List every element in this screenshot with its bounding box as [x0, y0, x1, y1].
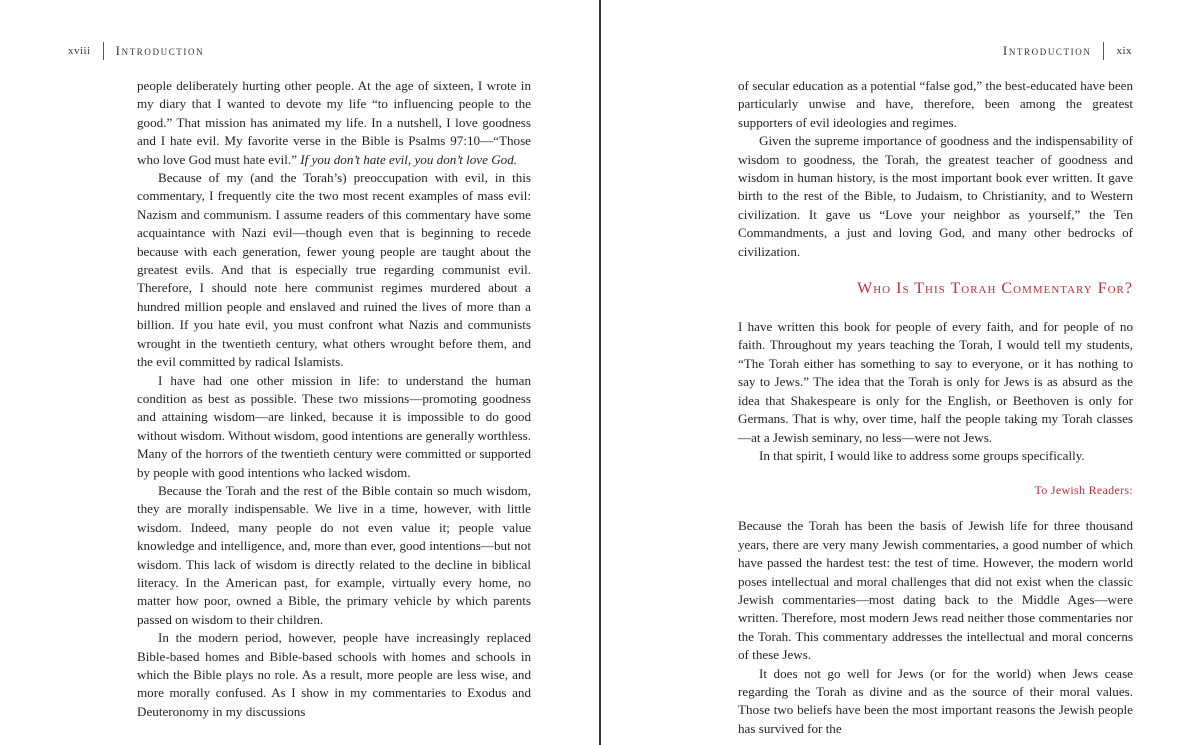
left-page-number: xviii: [68, 45, 91, 57]
right-page-number: xix: [1116, 45, 1132, 57]
paragraph: It does not go well for Jews (or for the world) when Jews cease regarding the Torah as divine and as the source of their moral values. Those two beliefs have been the most important reasons the Jewish people has survived for the: [738, 665, 1133, 736]
left-running-head: [68, 41, 204, 61]
right-running-title: Introduction: [1002, 43, 1092, 58]
paragraph: I have had one other mission in life: to understand the human condition as best as possible. These two missions—promoting goodness and attaining wisdom—are linked, because it is impossible to do good without wisdom. Without wisdom, good intentions are generally worthless. Many of the horrors of the twentieth century were committed or supported by people with good intentions who lacked wisdom.: [137, 372, 531, 480]
paragraph: In the modern period, however, people have increasingly replaced Bible-based homes and Bible-based schools with homes and schools in which the Bible plays no role. As a result, more people are less wise, and more morally confused. As I show in my commentaries to Exodus and Deuteronomy in my discussions: [137, 630, 531, 719]
subheading: To Jewish Readers:: [1034, 483, 1133, 498]
paragraph: Because the Torah and the rest of the Bible contain so much wisdom, they are morally indispensable. We live in a time, however, with little wisdom. Indeed, many people do not even value it; people value knowledge and intelligence, and, more than ever, good intentions—but not wisdom. This lack of wisdom is directly related to the decline in biblical literacy. In the American past, for example, virtually every home, no matter how poor, owned a Bible, the primary vehicle by which parents passed on wisdom to their children.: [137, 482, 531, 627]
right-running-head: [1003, 41, 1132, 61]
left-text-block: [137, 77, 531, 721]
paragraph: people deliberately hurting other people. At the age of sixteen, I wrote in my diary that I wanted to devote my life “to influencing people to the good.” That mission has animated my life. In a nutshell, I love goodness and I hate evil. My favorite verse in the Bible is Psalms 97:10—“Those who love God must hate evil.” If you don’t hate evil, you don’t love God.: [137, 78, 531, 167]
left-running-title: Introduction: [115, 43, 205, 58]
paragraph: Because of my (and the Torah’s) preoccupation with evil, in this commentary, I frequently cite the two most recent examples of mass evil: Nazism and communism. I assume readers of this commentary have some acquaintance with Nazi evil—though even that is beginning to recede because with each generation, fewer young people are taught about the greatest evils. And that is especially true regarding communist evil. Therefore, I should note here communist regimes murdered about a hundred million people and enslaved and ruined the lives of more than a billion. If you hate evil, you must confront what Nazis and communists wrought in the twentieth century, what others wrought before them, and the evil committed by radical Islamists.: [137, 170, 531, 370]
paragraph: In that spirit, I would like to address some groups specifically.: [759, 447, 1085, 463]
running-head-divider: [1103, 42, 1104, 60]
paragraph: Because the Torah has been the basis of Jewish life for three thousand years, there are very many Jewish commentaries, a good number of which have passed the hardest test: the test of time. However, the modern world poses intellectual and moral challenges that did not exist when the classic Jewish commentaries—most dating back to the Middle Ages—were written. Therefore, most modern Jews read neither those commentaries nor the Torah. This commentary addresses the intellectual and moral concerns of these Jews.: [738, 518, 1133, 663]
paragraph: Given the supreme importance of goodness and the indispensability of wisdom to goodness, the Torah, the greatest teacher of goodness and wisdom in human history, is the most important book ever written. It gave birth to the rest of the Bible, to Judaism, to Christianity, and to Western civilization. It gave us “Love your neighbor as yourself,” the Ten Commandments, a just and loving God, and many other bedrocks of civilization.: [738, 133, 1133, 259]
left-page: [0, 0, 599, 745]
paragraph: of secular education as a potential “false god,” the best-educated have been particularly unwise and have, therefore, been among the greatest supporters of evil ideologies and regimes.: [738, 78, 1133, 130]
paragraph: I have written this book for people of every faith, and for people of no faith. Throughout my years teaching the Torah, I would tell my students, “The Torah either has something to say to everyone, or it has nothing to say to Jews.” The idea that the Torah is only for Jews is as absurd as the idea that Shakespeare is only for the English, or Beethoven is only for Germans. That is why, over time, half the people taking my Torah classes—at a Jewish seminary, no less—were not Jews.: [738, 319, 1133, 445]
running-head-divider: [103, 42, 104, 60]
section-heading: Who Is This Torah Commentary For?: [857, 280, 1133, 298]
right-page: [601, 0, 1200, 745]
right-text-block: [738, 77, 1133, 738]
italic-emphasis: If you don’t hate evil, you don’t love God.: [300, 151, 518, 167]
